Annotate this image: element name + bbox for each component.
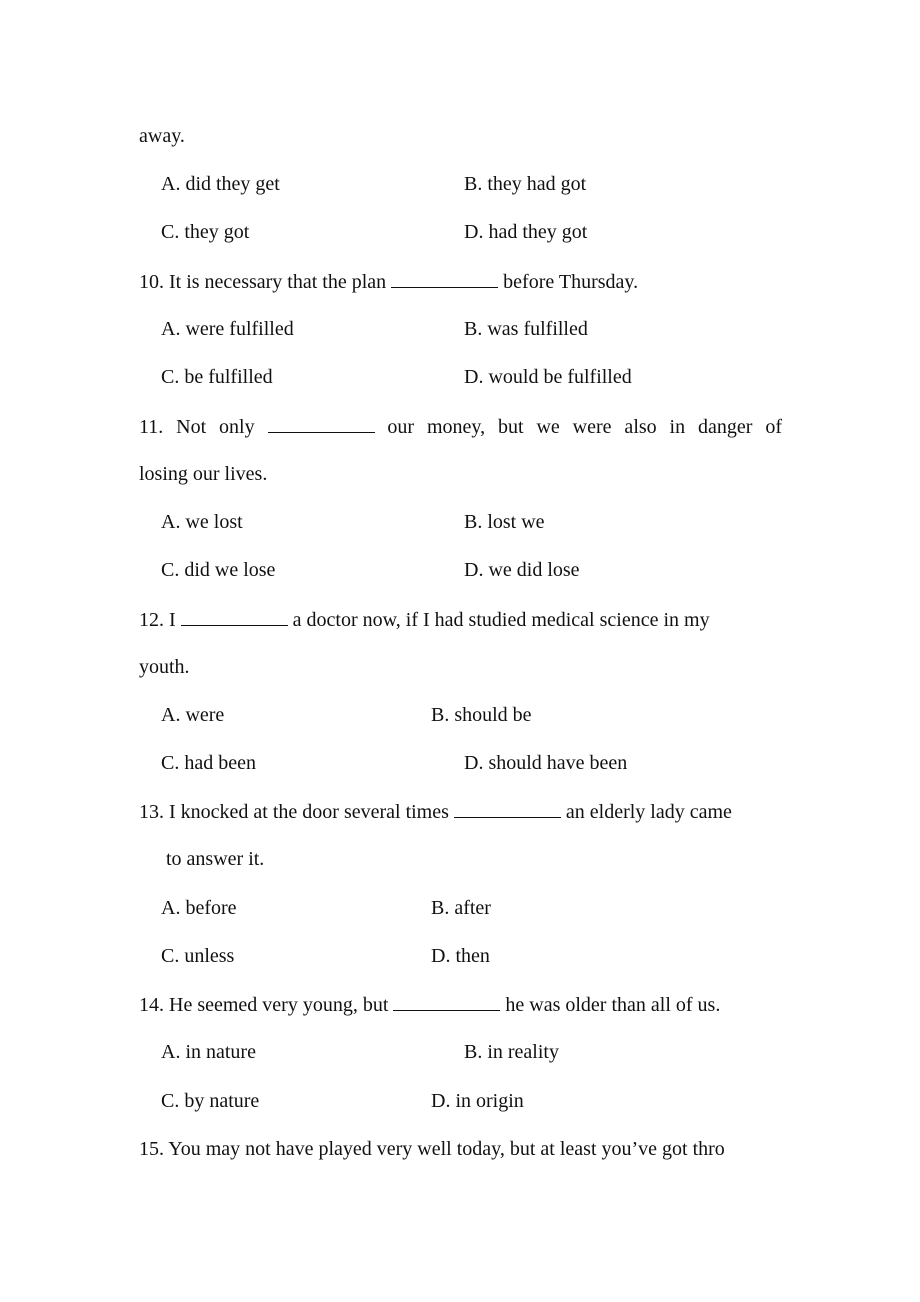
q9-continuation: away. bbox=[139, 125, 185, 147]
q12-option-a: A. were bbox=[161, 704, 225, 726]
q10-stem bbox=[139, 269, 638, 294]
q9-option-b: B. they had got bbox=[464, 173, 587, 195]
q14-option-d: D. in origin bbox=[431, 1090, 524, 1112]
q10-blank bbox=[391, 269, 498, 288]
q11-stem bbox=[139, 414, 782, 439]
q11-blank bbox=[268, 414, 375, 433]
q15-stem: 15. You may not have played very well today, but at least you’ve got thro bbox=[139, 1138, 725, 1160]
q13-option-c: C. unless bbox=[161, 945, 235, 967]
q13-stem-before: 13. I knocked at the door several times bbox=[139, 801, 454, 823]
q14-option-a: A. in nature bbox=[161, 1041, 256, 1063]
q11-option-b: B. lost we bbox=[464, 511, 545, 533]
q12-option-c: C. had been bbox=[161, 752, 256, 774]
q11-stem-before: 11. Not only bbox=[139, 416, 268, 438]
q11-stem-after: our money, but we were also in danger of bbox=[374, 416, 782, 438]
q11-stem-line2: losing our lives. bbox=[139, 463, 268, 485]
q11-option-c: C. did we lose bbox=[161, 559, 276, 581]
q9-option-d: D. had they got bbox=[464, 221, 588, 243]
q10-option-b: B. was fulfilled bbox=[464, 318, 588, 340]
q13-blank bbox=[454, 799, 561, 818]
q14-blank bbox=[393, 992, 500, 1011]
q10-option-c: C. be fulfilled bbox=[161, 366, 273, 388]
q13-option-a: A. before bbox=[161, 897, 237, 919]
q12-stem-line2: youth. bbox=[139, 656, 190, 678]
q13-option-b: B. after bbox=[431, 897, 491, 919]
q10-option-a: A. were fulfilled bbox=[161, 318, 294, 340]
q10-stem-after: before Thursday. bbox=[498, 271, 639, 293]
q13-stem bbox=[139, 799, 732, 824]
q14-stem-after: he was older than all of us. bbox=[500, 994, 721, 1016]
q14-stem-before: 14. He seemed very young, but bbox=[139, 994, 394, 1016]
q12-stem-before: 12. I bbox=[139, 609, 181, 631]
q10-option-d: D. would be fulfilled bbox=[464, 366, 632, 388]
q9-option-a: A. did they get bbox=[161, 173, 280, 195]
q12-blank bbox=[181, 607, 288, 626]
q14-option-b: B. in reality bbox=[464, 1041, 559, 1063]
q13-stem-after: an elderly lady came bbox=[560, 801, 732, 823]
q10-stem-before: 10. It is necessary that the plan bbox=[139, 271, 392, 293]
q14-stem bbox=[139, 992, 720, 1017]
q9-option-c: C. they got bbox=[161, 221, 250, 243]
q12-option-b: B. should be bbox=[431, 704, 532, 726]
q12-stem-after: a doctor now, if I had studied medical science in my bbox=[287, 609, 710, 631]
q13-stem-line2: to answer it. bbox=[166, 848, 265, 870]
q12-option-d: D. should have been bbox=[464, 752, 628, 774]
q14-option-c: C. by nature bbox=[161, 1090, 260, 1112]
q12-stem bbox=[139, 607, 710, 632]
q13-option-d: D. then bbox=[431, 945, 490, 967]
q11-option-d: D. we did lose bbox=[464, 559, 580, 581]
q11-option-a: A. we lost bbox=[161, 511, 243, 533]
